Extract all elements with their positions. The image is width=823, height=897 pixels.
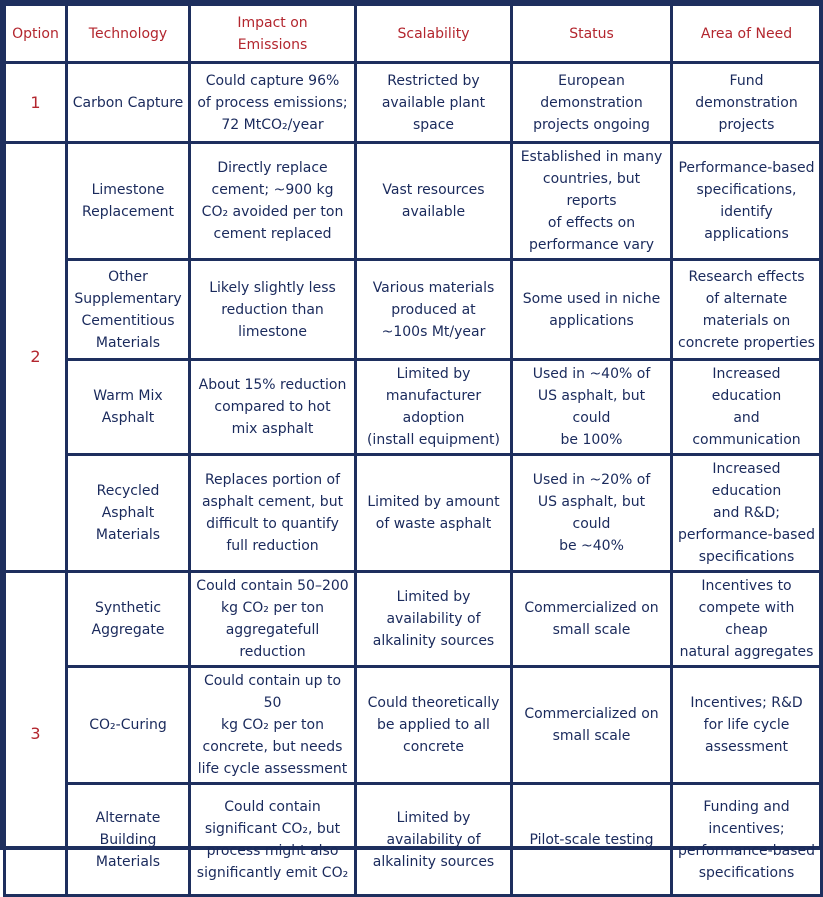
technology-cell: Other Supplementary Cementitious Materials [67, 260, 190, 360]
technology-cell: Carbon Capture [67, 63, 190, 143]
technology-cell: Limestone Replacement [67, 143, 190, 260]
table-row [5, 572, 822, 667]
status-cell: European demonstration projects ongoing [512, 63, 672, 143]
technology-table [3, 3, 823, 897]
impact-cell: Directly replace cement; ~900 kg CO₂ avoided per ton cement replaced [190, 143, 356, 260]
status-cell: Some used in niche applications [512, 260, 672, 360]
impact-cell: Could capture 96% of process emissions; 72 MtCO₂/year [190, 63, 356, 143]
scalability-cell: Limited by availability of alkalinity sources [356, 572, 512, 667]
table-row [5, 260, 822, 360]
impact-cell: Could contain up to 50 kg CO₂ per ton concrete, but needs life cycle assessment [190, 667, 356, 784]
scalability-cell: Restricted by available plant space [356, 63, 512, 143]
technology-cell: Warm Mix Asphalt [67, 360, 190, 455]
technology-cell: Synthetic Aggregate [67, 572, 190, 667]
impact-cell: About 15% reduction compared to hot mix asphalt [190, 360, 356, 455]
status-cell: Commercialized on small scale [512, 572, 672, 667]
status-cell: Used in ~20% of US asphalt, but could be ~40% [512, 455, 672, 572]
impact-cell: Likely slightly less reduction than limestone [190, 260, 356, 360]
table-row [5, 784, 822, 896]
impact-cell: Could contain significant CO₂, but process might also significantly emit CO₂ [190, 784, 356, 896]
technology-cell: CO₂-Curing [67, 667, 190, 784]
need-cell: Performance-based specifications, identify applications [672, 143, 822, 260]
scalability-cell: Vast resources available [356, 143, 512, 260]
technology-cell: Recycled Asphalt Materials [67, 455, 190, 572]
need-cell: Incentives; R&D for life cycle assessment [672, 667, 822, 784]
scalability-cell: Limited by amount of waste asphalt [356, 455, 512, 572]
header-area-of-need: Area of Need [672, 5, 822, 63]
need-cell: Fund demonstration projects [672, 63, 822, 143]
header-technology: Technology [67, 5, 190, 63]
header-row [5, 5, 822, 63]
impact-cell: Could contain 50–200 kg CO₂ per ton aggregatefull reduction [190, 572, 356, 667]
table-row [5, 455, 822, 572]
header-option: Option [5, 5, 67, 63]
scalability-cell: Limited by manufacturer adoption (install equipment) [356, 360, 512, 455]
table-row [5, 360, 822, 455]
need-cell: Funding and incentives; performance-based specifications [672, 784, 822, 896]
option-cell: 1 [5, 63, 67, 143]
status-cell: Established in many countries, but reports of effects on performance vary [512, 143, 672, 260]
table-row [5, 63, 822, 143]
status-cell: Commercialized on small scale [512, 667, 672, 784]
scalability-cell: Limited by availability of alkalinity sources [356, 784, 512, 896]
scalability-cell: Could theoretically be applied to all concrete [356, 667, 512, 784]
scalability-cell: Various materials produced at ~100s Mt/year [356, 260, 512, 360]
need-cell: Research effects of alternate materials on concrete properties [672, 260, 822, 360]
need-cell: Increased education and R&D; performance-based specifications [672, 455, 822, 572]
table-row [5, 667, 822, 784]
technology-cell: Alternate Building Materials [67, 784, 190, 896]
header-impact: Impact on Emissions [190, 5, 356, 63]
header-status: Status [512, 5, 672, 63]
option-cell: 2 [5, 143, 67, 572]
status-cell: Pilot-scale testing [512, 784, 672, 896]
need-cell: Incentives to compete with cheap natural aggregates [672, 572, 822, 667]
header-scalability: Scalability [356, 5, 512, 63]
status-cell: Used in ~40% of US asphalt, but could be 100% [512, 360, 672, 455]
need-cell: Increased education and communication [672, 360, 822, 455]
table-row [5, 143, 822, 260]
option-cell: 3 [5, 572, 67, 896]
impact-cell: Replaces portion of asphalt cement, but difficult to quantify full reduction [190, 455, 356, 572]
